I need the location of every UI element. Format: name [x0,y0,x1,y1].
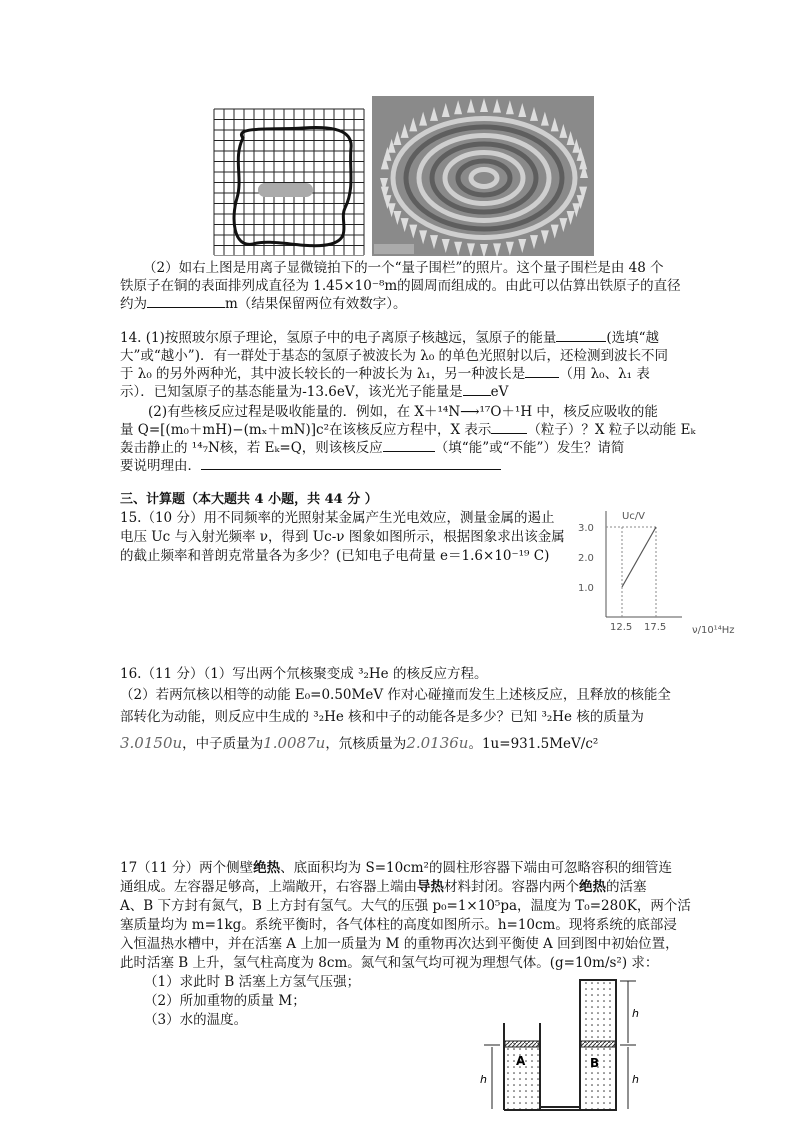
q17-line-3: A、B 下方封有氮气，B 上方封有氢气。大气的压强 p₀=1×10⁵pa，温度为 T₀=280K，两个活 [120,898,691,914]
q14-line-3 [120,364,650,384]
q16-text-4d: ，氘核质量为 [325,736,407,752]
q17-line-6: 此时活塞 B 上升，氢气柱高度为 8cm。氮气和氢气均可视为理想气体。(g=10m/s²) 求： [120,955,659,971]
q13-line-1: （2）如右上图是用离子显微镜拍下的一个“量子围栏”的照片。这个量子围栏是由 48 个 [143,260,664,276]
q17-bold-1: 绝热 [253,860,281,876]
quantum-corral-photo [372,96,594,256]
q14-text-6b: （粒子）？X 粒子以动能 Eₖ [527,422,696,438]
uc-v-graph-svg [572,505,752,645]
quantum-corral-svg [372,96,594,256]
q14-line-8 [120,456,501,476]
mass-neutron: 1.0087u [263,734,326,752]
q14-line-2: 大”或“越小”)．有一群处于基态的氢原子被波长为 λ₀ 的单色光照射以后，还检测到波长不同 [120,348,669,364]
q17-item-1: （1）求此时 B 活塞上方氢气压强； [144,974,361,990]
q14-line-6 [120,420,695,440]
uc-v-graph [572,505,752,645]
q14-text-4a: 示）．已知氢原子的基态能量为-13.6eV，该光光子能量是 [120,384,463,400]
q16-line-1: 16.（11 分）（1）写出两个氘核聚变成 ³₂He 的核反应方程。 [120,666,488,682]
answer-blank-photon-energy[interactable] [463,382,491,396]
q13-line-3 [120,294,407,314]
height-label-right-top: h [632,1007,639,1020]
grid-figure-svg [213,108,365,256]
section-3-heading: 三、计算题（本大题共 4 小题，共 44 分 ） [120,492,378,507]
piston-a-label: A [516,1054,526,1068]
q15-line-2: 电压 Uc 与入射光频率 ν，得到 Uc-ν 图象如图所示，根据图象求出该金属 [120,529,565,545]
container-diagram [476,975,656,1115]
answer-blank-can-occur[interactable] [383,438,435,452]
q14-line-1 [120,328,659,348]
q17-text-1a: 17（11 分）两个侧壁 [120,860,254,876]
q15-line-3: 的截止频率和普朗克常量各为多少？(已知电子电荷量 e＝1.6×10⁻¹⁹ C) [120,548,550,564]
q16-line-3: 部转化为动能，则反应中生成的 ³₂He 核和中子的动能各是多少？已知 ³₂He 核的质量为 [120,709,644,725]
q14-text-7a: 轰击静止的 ¹⁴₇N核，若 Eₖ=Q，则该核反应 [120,440,383,456]
piston-b-label: B [590,1056,600,1070]
q14-text-3b: （用 λ₀、λ₁ 表 [559,366,650,382]
q14-text-7b: （填“能”或“不能”）发生？请简 [434,440,625,456]
q16-text-4b: ，中子质量为 [182,736,264,752]
q14-text-3a: 于 λ₀ 的另外两种光，其中波长较长的一种波长为 λ₁，另一种波长是 [120,366,526,382]
answer-blank-wavelength[interactable] [525,364,559,378]
answer-blank-iron-diameter[interactable] [147,294,225,308]
q14-text-1a: 14. (1)按照玻尔原子理论，氢原子中的电子离原子核越远，氢原子的能量 [120,330,557,346]
q13-prefix: 约为 [120,296,147,312]
answer-blank-reason[interactable] [201,456,501,470]
y-axis-label: Uc/V [622,511,646,522]
q17-text-2e: 的活塞 [606,879,647,895]
y-tick-2: 2.0 [578,553,594,564]
mass-he3: 3.0150u [120,734,183,752]
q16-text-4f: 。1u=931.5MeV/c² [468,736,599,752]
x-tick-12-5: 12.5 [610,622,633,633]
q13-line-2: 铁原子在铜的表面排列成直径为 1.45×10⁻⁸m的圆周而组成的。由此可以估算出铁原子的直径 [120,278,681,294]
q14-line-7 [120,438,624,458]
q14-text-8: 要说明理由． [120,458,201,474]
q14-line-4 [120,382,508,402]
q14-line-5: (2)有些核反应过程是吸收能量的．例如，在 X＋¹⁴N⟶¹⁷O＋¹H 中，核反应吸收的能 [148,404,658,420]
q16-line-4 [120,733,598,754]
mass-deuteron: 2.0136u [406,734,469,752]
q17-item-3: （3）水的温度。 [144,1012,248,1028]
q17-text-1c: 、底面积均为 S=10cm²的圆柱形容器下端由可忽略容积的细管连 [280,860,672,876]
answer-blank-particle[interactable] [491,420,527,434]
q14-text-4b: eV [490,384,509,400]
q17-item-2: （2）所加重物的质量 M； [144,993,306,1009]
q13-suffix: m（结果保留两位有效数字）。 [225,296,407,312]
q17-line-5: 入恒温热水槽中，并在活塞 A 上加一质量为 M 的重物再次达到平衡使 A 回到图中初始位置， [120,936,679,952]
q17-bold-2: 导热 [417,879,444,895]
x-axis-label: ν/10¹⁴Hz [692,625,735,636]
y-tick-1: 1.0 [578,583,594,594]
q15-line-1: 15.（10 分）用不同频率的光照射某金属产生光电效应，测量金属的遏止 [120,510,555,526]
height-label-right-bottom: h [632,1073,639,1086]
q17-text-2c: 材料封闭。容器内两个 [444,879,579,895]
q17-line-4: 塞质量均为 m=1kg。系统平衡时，各气体柱的高度如图所示。h=10cm。现将系统的底部浸 [120,917,677,933]
q17-line-1 [120,858,672,878]
container-diagram-svg [476,975,656,1115]
data-series-line [622,527,656,587]
q17-bold-3: 绝热 [579,879,606,895]
q14-text-1b: (选填“越 [606,330,660,346]
q16-line-2: （2）若两氘核以相等的动能 E₀=0.50MeV 作对心碰撞而发生上述核反应，且释放的核能全 [120,687,671,703]
q17-line-2 [120,877,647,897]
q14-text-6a: 量 Q=[(m₀＋mH)−(mₓ＋mN)]c²在该核反应方程中，X 表示 [120,422,492,438]
grid-figure [213,108,365,256]
q17-text-2a: 通组成。左容器足够高，上端敞开，右容器上端由 [120,879,417,895]
answer-blank-energy[interactable] [556,328,606,342]
y-tick-3: 3.0 [578,523,594,534]
x-tick-17-5: 17.5 [644,622,667,633]
height-label-left: h [480,1073,487,1086]
